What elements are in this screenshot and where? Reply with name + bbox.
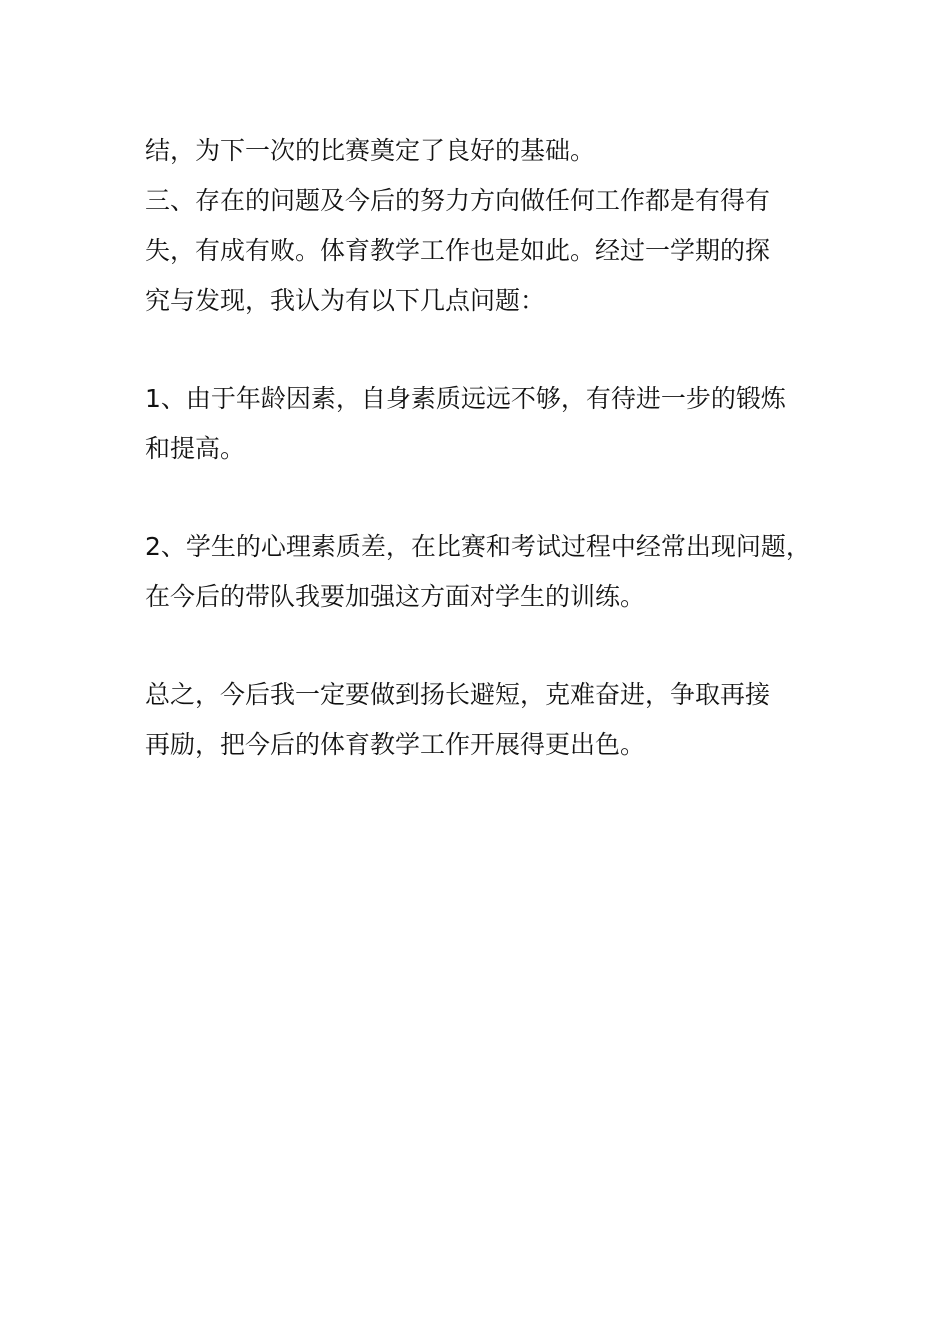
- text-line: 2、学生的心理素质差，在比赛和考试过程中经常出现问题，: [145, 532, 811, 561]
- document-body: [145, 126, 845, 770]
- text-line: 究与发现，我认为有以下几点问题：: [145, 286, 546, 315]
- text-line: 再励，把今后的体育教学工作开展得更出色。: [145, 730, 646, 759]
- paragraph-spacer: [145, 474, 845, 522]
- text-line: 总之，今后我一定要做到扬长避短，克难奋进，争取再接: [145, 680, 771, 709]
- text-line: 和提高。: [145, 434, 246, 463]
- paragraph-spacer: [145, 326, 845, 374]
- text-line: 1、由于年龄因素，自身素质远远不够，有待进一步的锻炼: [145, 384, 786, 413]
- text-line: 结，为下一次的比赛奠定了良好的基础。: [145, 136, 596, 165]
- text-line: 失，有成有败。体育教学工作也是如此。经过一学期的探: [145, 236, 771, 265]
- paragraph-spacer: [145, 622, 845, 670]
- text-line: 在今后的带队我要加强这方面对学生的训练。: [145, 582, 646, 611]
- text-line: 三、存在的问题及今后的努力方向做任何工作都是有得有: [145, 186, 771, 215]
